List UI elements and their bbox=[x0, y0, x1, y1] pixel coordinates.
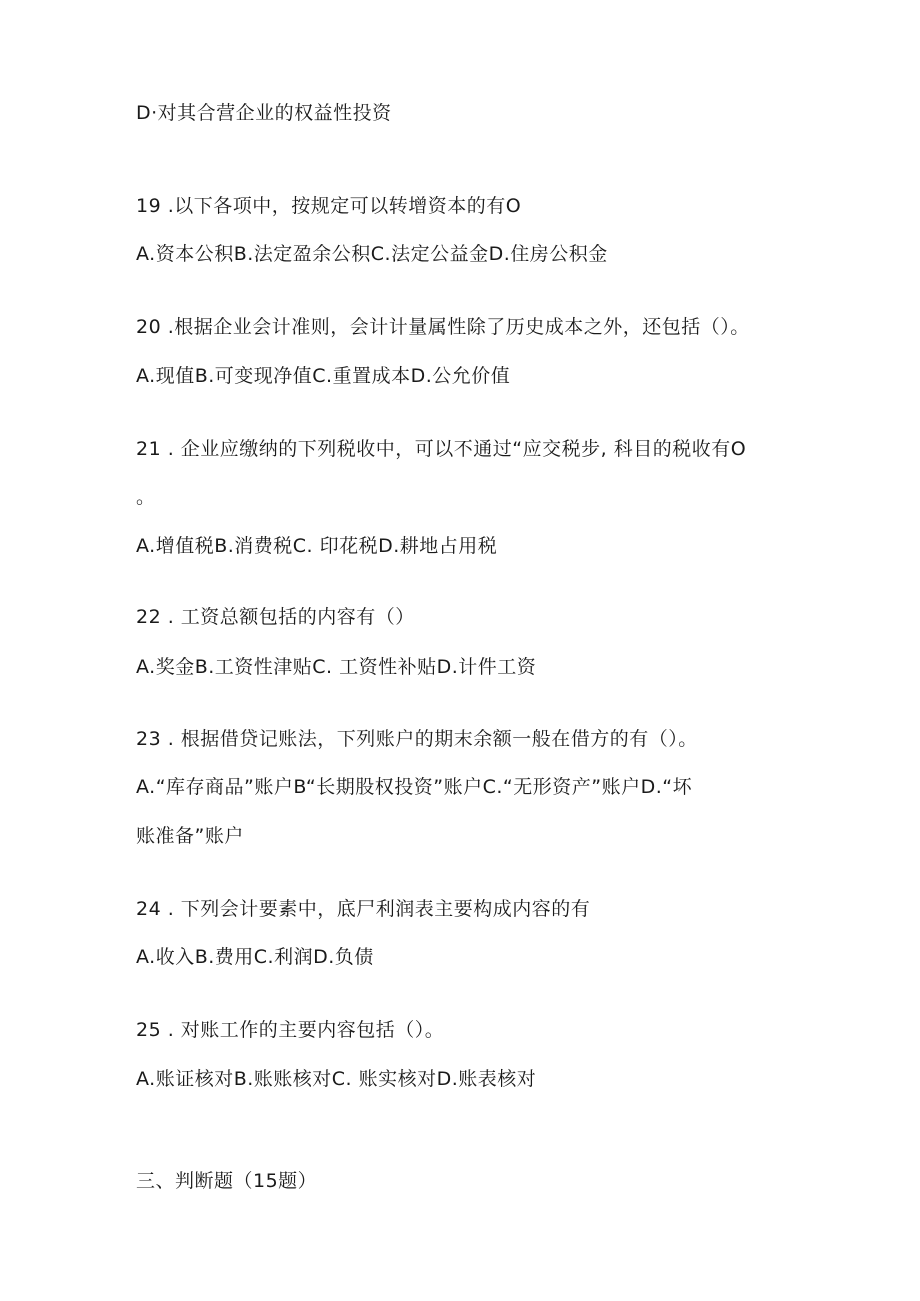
question-21-continuation: 。 bbox=[136, 486, 156, 508]
options-23-continuation: 账准备”账户 bbox=[136, 825, 244, 847]
question-25: 25 . 对账工作的主要内容包括（）。 bbox=[136, 1019, 445, 1041]
question-22: 22 . 工资总额包括的内容有（） bbox=[136, 606, 415, 628]
options-24: A.收入B.费用C.利润D.负债 bbox=[136, 946, 374, 968]
question-19: 19 .以下各项中，按规定可以转增资本的有O bbox=[136, 195, 522, 217]
options-20: A.现值B.可变现净值C.重置成本D.公允价值 bbox=[136, 365, 511, 387]
options-21: A.增值税B.消费税C. 印花税D.耕地占用税 bbox=[136, 535, 498, 557]
question-20: 20 .根据企业会计准则，会计计量属性除了历史成本之外，还包括（）。 bbox=[136, 316, 750, 338]
options-22: A.奖金B.工资性津贴C. 工资性补贴D.计件工资 bbox=[136, 656, 537, 678]
options-19: A.资本公积B.法定盈余公积C.法定公益金D.住房公积金 bbox=[136, 243, 608, 265]
options-25: A.账证核对B.账账核对C. 账实核对D.账表核对 bbox=[136, 1068, 537, 1090]
options-23: A.“库存商品”账户B“长期股权投资”账户C.“无形资产”账户D.“坏 bbox=[136, 776, 693, 798]
option-line-18-d: D·对其合营企业的权益性投资 bbox=[136, 102, 392, 124]
question-23: 23 . 根据借贷记账法，下列账户的期末余额一般在借方的有（）。 bbox=[136, 728, 698, 750]
question-21: 21 . 企业应缴纳的下列税收中，可以不通过“应交税步, 科目的税收有O bbox=[136, 438, 747, 460]
question-24: 24 . 下列会计要素中，底尸利润表主要构成内容的有 bbox=[136, 898, 591, 920]
section-heading-true-false: 三、判断题（15题） bbox=[136, 1170, 318, 1192]
